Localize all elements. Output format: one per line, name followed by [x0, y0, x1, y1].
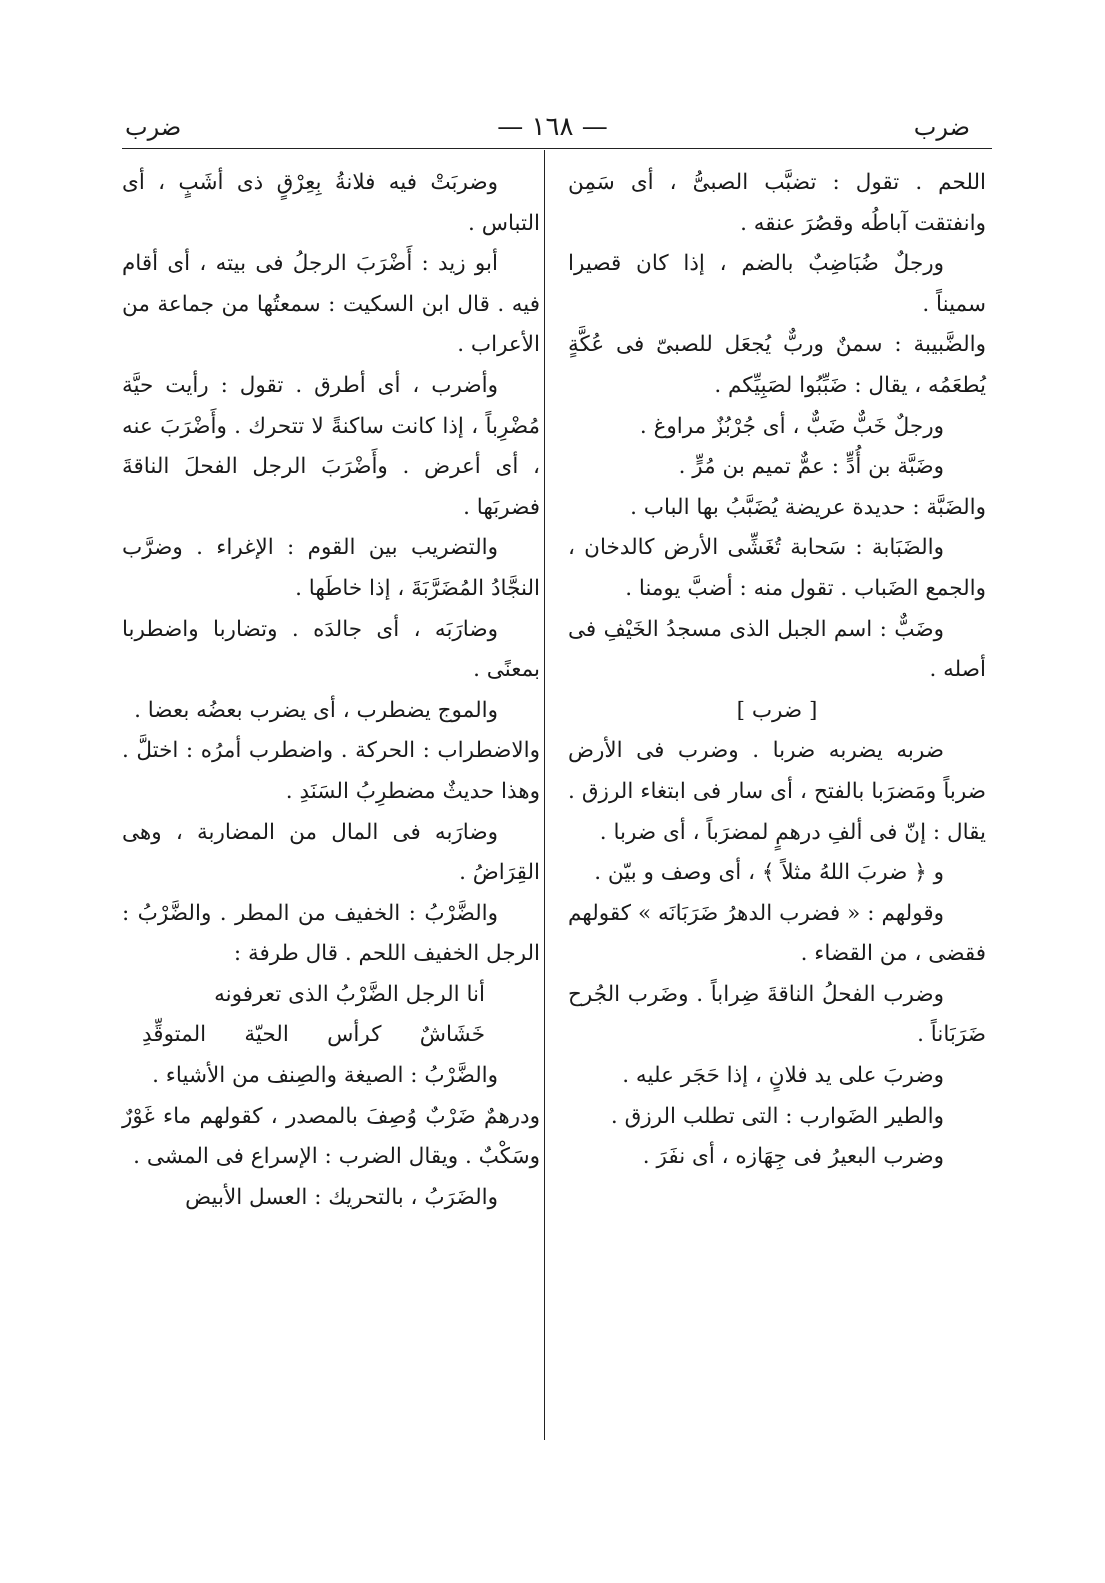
header-rule [122, 148, 992, 149]
entry-paragraph: ورجلٌ ضُبَاضِبٌ بالضم ، إذا كان قصيرا سميناً . [568, 251, 986, 317]
entry-paragraph: والتضريب بين القوم : الإغراء . وضرَّب النجَّادُ المُضَرَّبَةَ ، إذا خاطَها . [122, 535, 540, 601]
entry-paragraph: وضربَ على يد فلانٍ ، إذا حَجَر عليه . [622, 1063, 944, 1089]
left-column [122, 163, 540, 1218]
entry-paragraph: والموج يضطرب ، أى يضرب بعضُه بعضا . [134, 697, 498, 723]
entry-paragraph: والضَّرْبُ : الصيغة والصِنف من الأشياء . [152, 1063, 498, 1089]
entry-paragraph: وضرب الفحلُ الناقةَ ضِراباً . وضَرب الجُرح ضَرَبَاناً . [568, 981, 986, 1048]
entry-paragraph: وضارَبَه ، أى جالدَه . وتضاربا واضطربا بمعنًى . [122, 616, 540, 683]
entry-paragraph: وأضرب ، أى أطرق . تقول : رأيت حيَّة مُضْرِباً ، إذا كانت ساكنةً لا تتحرك . وأَضْرَبَ عنه ، أى أعرض . وأَضْرَبَ الرجل الفحلَ الناقةَ فضربَها . [122, 372, 540, 520]
entry-paragraph: وضرب البعيرُ فى جِهَازه ، أى نفَرَ . [642, 1144, 944, 1170]
right-column [568, 163, 986, 1178]
entry-paragraph: والاضطراب : الحركة . واضطرب أمرُه : اختلَّ . وهذا حديثٌ مضطرِبُ السَنَدِ . [122, 738, 540, 804]
entry-paragraph: والضَّرْبُ : الخفيف من المطر . والضَّرْبُ : الرجل الخفيف اللحم . قال طرفة : [122, 900, 540, 967]
entry-paragraph: وقولهم : « فضرب الدهرُ ضَرَبَانَه » كقولهم فقضى ، من القضاء . [568, 900, 986, 967]
entry-paragraph: ضربه يضربه ضربا . وضرب فى الأرض ضرباً ومَضرَبا بالفتح ، أى سار فى ابتغاء الرزق . يقال : إنّ فى ألفِ درهمٍ لمضرَباً ، أى ضربا . [568, 738, 986, 845]
page-number: — ١٦٨ — [497, 112, 608, 142]
verse-line: خَشَاشٌ كرأس الحيّة المتوقِّدِ [142, 1022, 485, 1048]
entry-paragraph: وضَبَّة بن أُدٍّ : عمٌّ تميم بن مُرٍّ . [678, 454, 944, 480]
entry-paragraph: وضارَبه فى المال من المضاربة ، وهى القِرَاضُ . [122, 819, 540, 886]
entry-paragraph: أبو زيد : أَضْرَبَ الرجلُ فى بيته ، أى أقام فيه . قال ابن السكيت : سمعتُها من جماعة من الأعراب . [122, 251, 540, 358]
entry-heading: [ ضرب ] [736, 697, 818, 723]
entry-paragraph: ودرهمٌ ضَرْبٌ وُصِفَ بالمصدر ، كقولهم ماء غَوْرٌ وسَكْبٌ . ويقال الضرب : الإسراع فى المشى . [122, 1103, 540, 1170]
entry-paragraph: وضَبٌّ : اسم الجبل الذى مسجدُ الخَيْفِ فى أصله . [568, 616, 986, 683]
entry-paragraph: وضربَتْ فيه فلانةُ بِعِرْقٍ ذى أشَبٍ ، أى التباس . [122, 170, 540, 236]
entry-paragraph: والضَبَابة : سَحابة تُغَشِّى الأرض كالدخان ، والجمع الضَباب . تقول منه : أضبَّ يومنا . [568, 535, 986, 601]
entry-paragraph: والضَبَّة : حديدة عريضة يُضَبَّبُ بها الباب . [630, 494, 986, 520]
running-header-left: ضرب [125, 113, 182, 141]
verse-line: أنا الرجل الضَّرْبُ الذى تعرفونه [214, 981, 485, 1007]
running-header-right: ضرب [913, 113, 970, 141]
entry-paragraph: و ﴿ ضربَ اللهُ مثلاً ﴾ ، أى وصف و بيّن . [594, 860, 944, 886]
entry-paragraph: والضَرَبُ ، بالتحريك : العسل الأبيض [185, 1184, 498, 1210]
column-divider [544, 150, 545, 1440]
entry-paragraph: والطير الضَوارب : التى تطلب الرزق . [610, 1103, 944, 1129]
entry-paragraph: اللحم . تقول : تضبَّب الصبىُّ ، أى سَمِن وانفتقت آباطُه وقصُرَ عنقه . [568, 170, 986, 236]
entry-paragraph: والضَّبيبة : سمنٌ وربٌّ يُجعَل للصبىّ فى عُكَّةٍ يُطعَمُه ، يقال : ضَبِّبُوا لصَبِيِّكم . [568, 332, 986, 398]
entry-paragraph: ورجلٌ خَبٌّ ضَبٌّ ، أى جُرْبُزٌ مراوغ . [639, 413, 944, 439]
